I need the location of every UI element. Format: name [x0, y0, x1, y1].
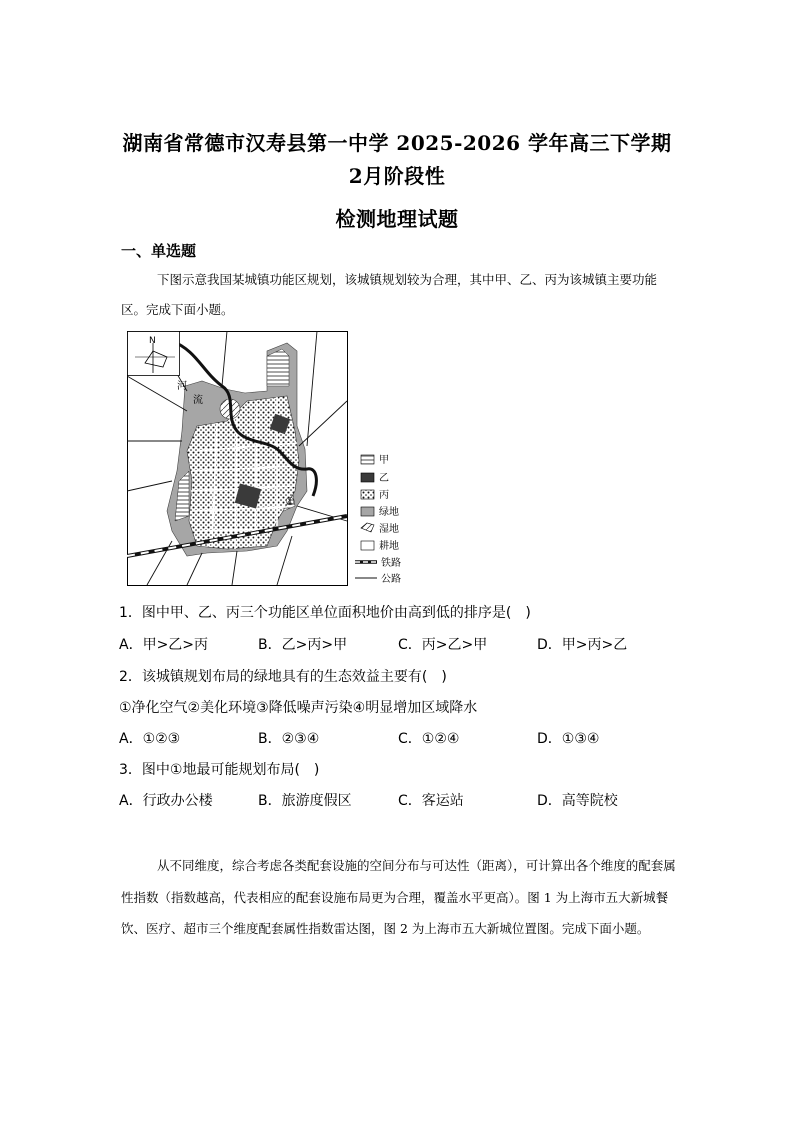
- q1-option-b[interactable]: B．乙>丙>甲: [258, 637, 348, 653]
- q2-option-d[interactable]: D．①③④: [537, 731, 600, 747]
- legend-jia: 甲: [379, 455, 389, 466]
- intro-paragraph-2: [121, 850, 677, 945]
- question-3-stem: 3．图中①地最可能规划布局( ): [119, 762, 320, 778]
- intro-paragraph-1: [121, 265, 677, 325]
- q3-option-c[interactable]: C．客运站: [398, 793, 464, 809]
- intro-text-2: 从不同维度，综合考虑各类配套设施的空间分布与可达性（距离），可计算出各个维度的配套属性指数（指数越高，代表相应的配套设施布局更为合理，覆盖水平更高）。图 1 为上海市五大新城餐饮、医疗、超市三个维度配套属性指数雷达图，图 2 为上海市五大新城位置图。完成下面小题。: [121, 858, 676, 936]
- site-marker-1: ①: [285, 495, 295, 508]
- legend-swatch-wetland: [361, 523, 374, 532]
- question-2-stem: 2．该城镇规划布局的绿地具有的生态效益主要有( ): [119, 669, 447, 685]
- q2-option-a[interactable]: A．①②③: [119, 731, 181, 747]
- map-legend: [355, 454, 401, 585]
- q1-option-a[interactable]: A．甲>乙>丙: [119, 637, 209, 653]
- legend-wetland: 湿地: [379, 524, 399, 535]
- intro-text-1: 下图示意我国某城镇功能区规划，该城镇规划较为合理，其中甲、乙、丙为该城镇主要功能区。完成下面小题。: [121, 272, 658, 317]
- exam-title-line2: 2月阶段性: [348, 164, 446, 188]
- jia-zone-north: [267, 349, 289, 386]
- north-label: N: [149, 336, 156, 346]
- q1-option-c[interactable]: C．丙>乙>甲: [398, 637, 488, 653]
- section-heading: 一、单选题: [121, 242, 197, 260]
- q3-option-a[interactable]: A．行政办公楼: [119, 793, 213, 809]
- q3-option-d[interactable]: D．高等院校: [537, 793, 618, 809]
- legend-swatch-farmland: [361, 541, 374, 550]
- question-1-stem: 1．图中甲、乙、丙三个功能区单位面积地价由高到低的排序是( ): [119, 605, 531, 621]
- legend-bing: 丙: [379, 490, 389, 501]
- river-label-2: 流: [193, 395, 203, 406]
- legend-swatch-yi: [361, 473, 374, 482]
- legend-green: 绿地: [379, 507, 399, 518]
- exam-title-line1: 湖南省常德市汉寿县第一中学 2025-2026 学年高三下学期: [122, 131, 672, 155]
- legend-farmland: 耕地: [379, 541, 399, 552]
- legend-highway: 公路: [381, 574, 401, 585]
- exam-title-line3: 检测地理试题: [335, 207, 459, 231]
- q2-option-c[interactable]: C．①②④: [398, 731, 460, 747]
- q3-option-b[interactable]: B．旅游度假区: [258, 793, 352, 809]
- q1-option-d[interactable]: D．甲>丙>乙: [537, 637, 628, 653]
- legend-swatch-bing: [361, 490, 374, 499]
- q2-option-b[interactable]: B．②③④: [258, 731, 320, 747]
- town-plan-map: [127, 331, 412, 589]
- river-label-1: 河: [177, 381, 187, 392]
- legend-swatch-green: [361, 507, 374, 516]
- legend-railway: 铁路: [381, 558, 401, 569]
- question-2-items: ①净化空气②美化环境③降低噪声污染④明显增加区域降水: [119, 700, 478, 716]
- legend-swatch-jia: [361, 455, 374, 464]
- legend-yi: 乙: [379, 473, 389, 484]
